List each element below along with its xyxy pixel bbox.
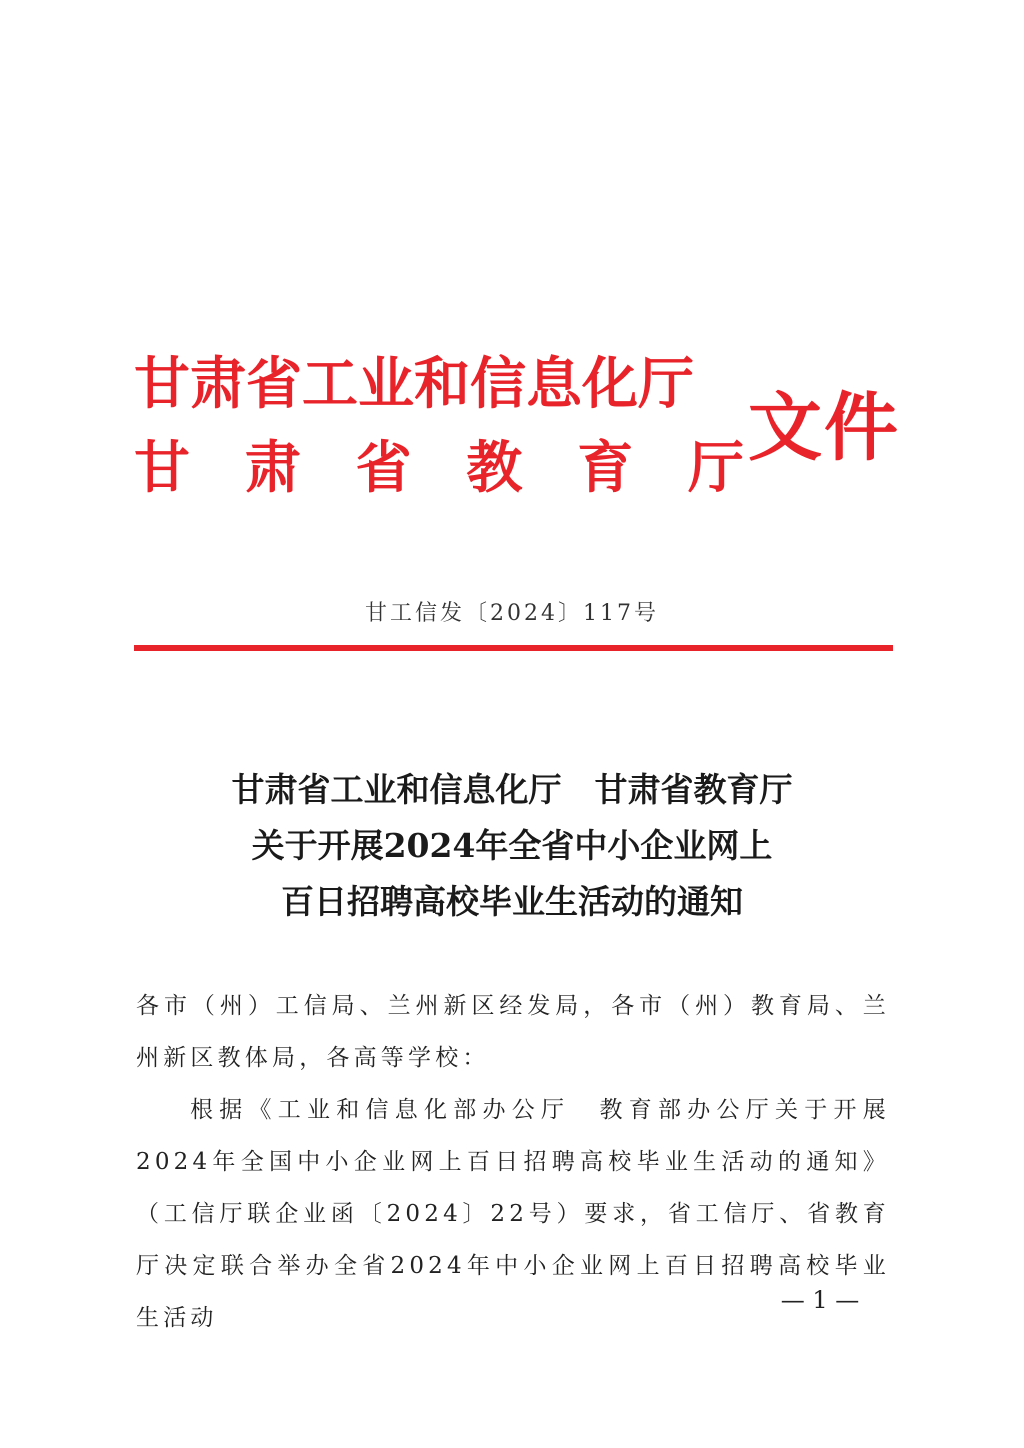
issuer-line-2-char: 省 — [355, 435, 412, 501]
issuer-line-2-char: 育 — [577, 435, 634, 501]
red-divider — [134, 645, 893, 651]
issuer-line-2 — [134, 436, 744, 500]
masthead — [134, 340, 904, 510]
issuer-line-2-char: 教 — [466, 435, 523, 501]
recipients: 各市（州）工信局、兰州新区经发局，各市（州）教育局、兰州新区教体局，各高等学校： — [136, 993, 890, 1071]
title-line-1: 甘肃省工业和信息化厅 甘肃省教育厅 — [231, 770, 793, 809]
issuer-line-1: 甘肃省工业和信息化厅 — [134, 351, 694, 417]
page-number: — 1 — — [780, 1286, 860, 1314]
document-number: 甘工信发〔2024〕117号 — [365, 601, 659, 626]
body-paragraph: 根据《工业和信息化部办公厅 教育部办公厅关于开展2024年全国中小企业网上百日招聘高校毕业生活动的通知》（工信厅联企业函〔2024〕22号）要求，省工信厅、省教育厅决定联合举办全省2024年中小企业网上百日招聘高校毕业生活动 — [136, 1097, 890, 1331]
issuer-line-2-char: 肃 — [244, 435, 301, 501]
issuer-line-2-char: 甘 — [134, 435, 190, 501]
issuer-line-2-char: 厅 — [687, 435, 744, 501]
title-line-2: 关于开展2024年全省中小企业网上 — [251, 826, 773, 865]
title-line-3: 百日招聘高校毕业生活动的通知 — [281, 882, 743, 921]
document-suffix: 文件 — [748, 385, 900, 471]
document-title — [0, 762, 1024, 930]
